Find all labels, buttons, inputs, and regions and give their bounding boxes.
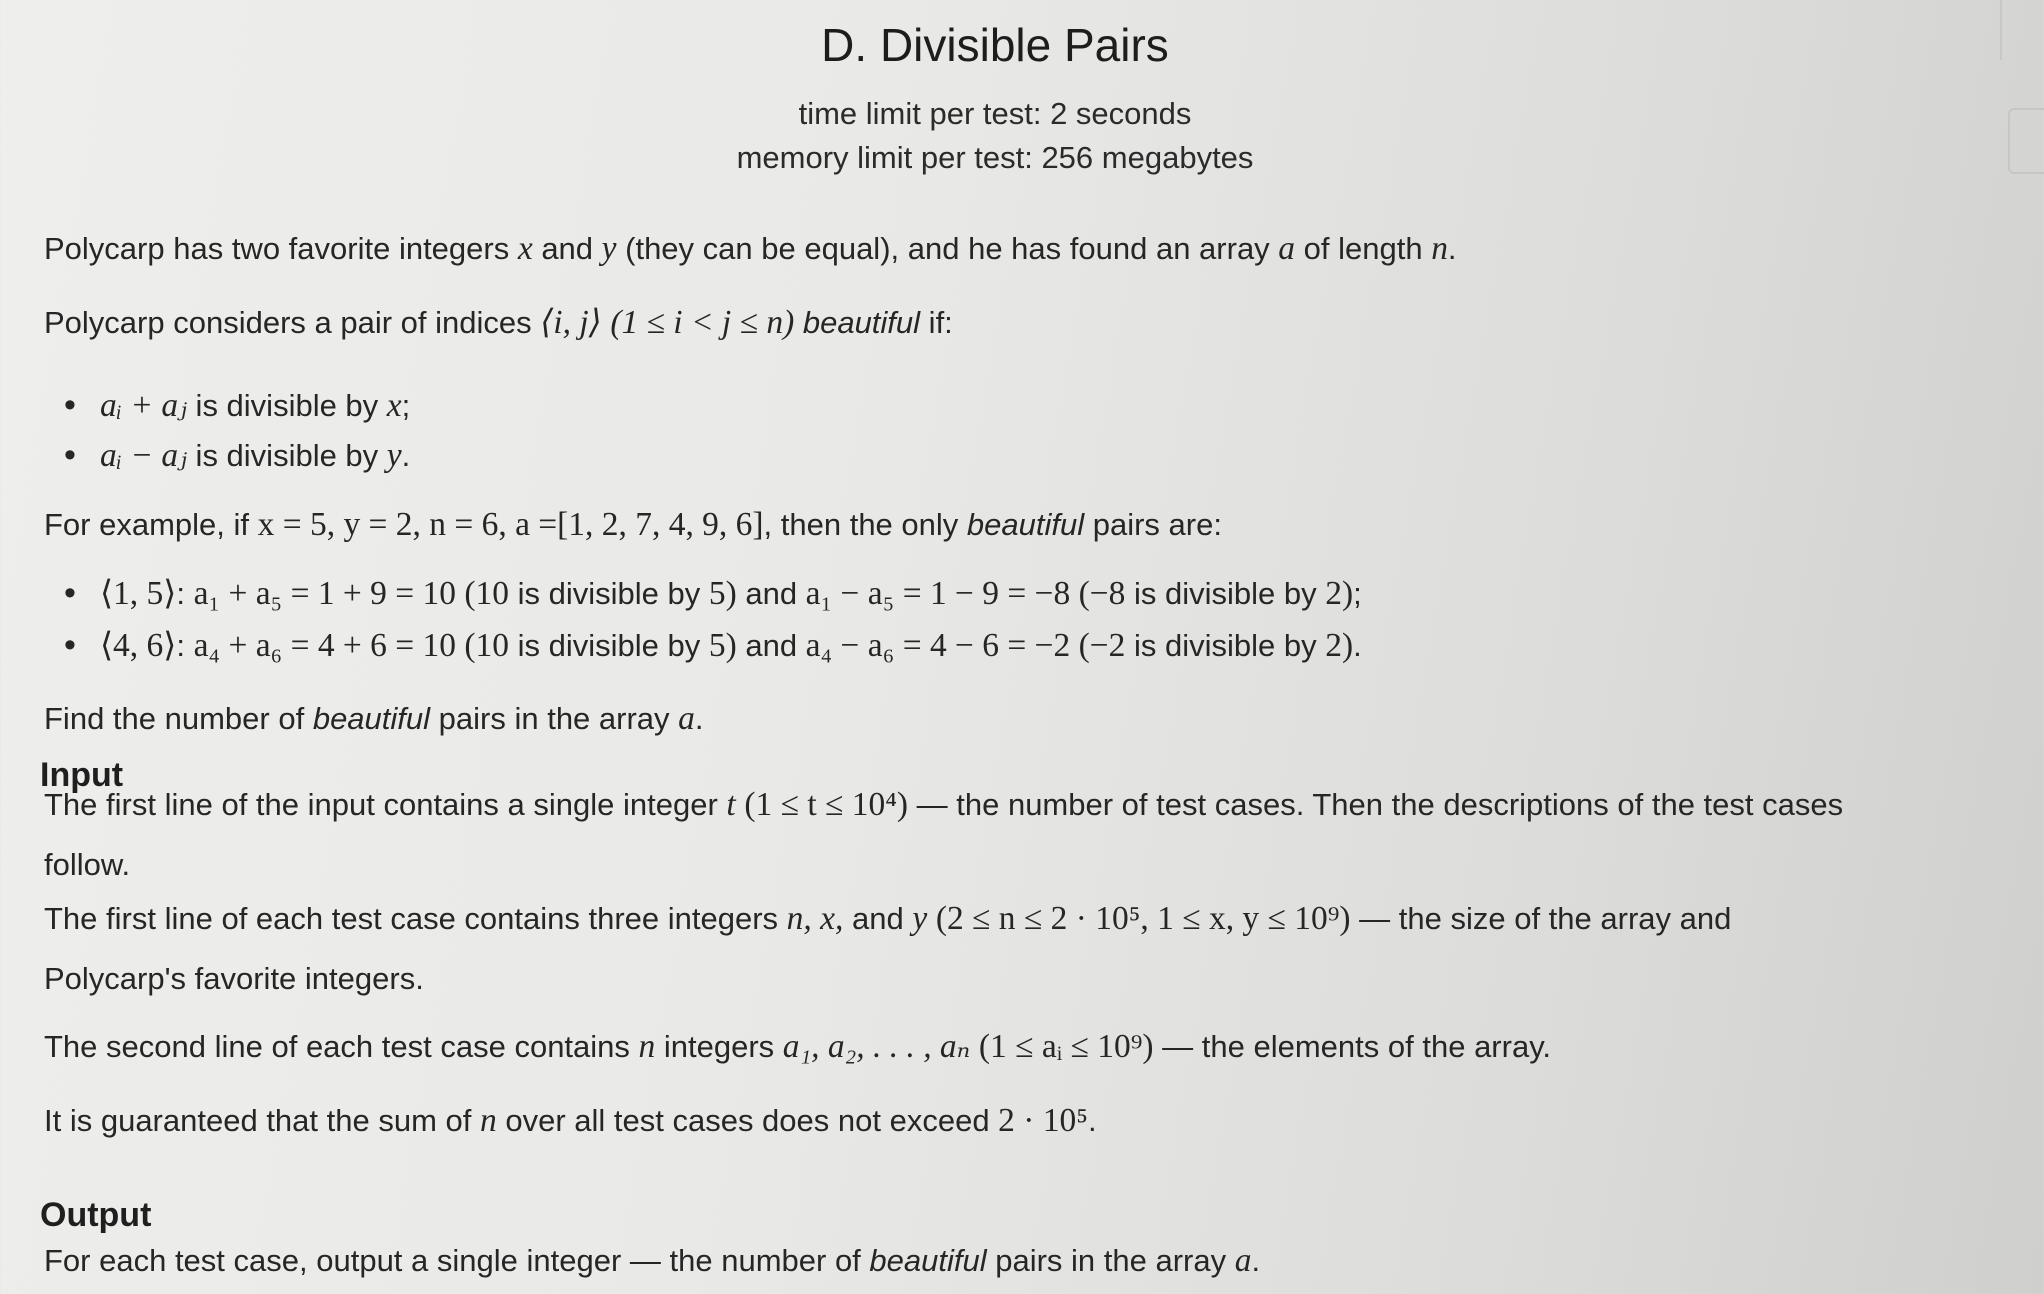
time-limit: time limit per test: 2 seconds (798, 96, 1192, 131)
input-paragraph-first-line: The first line of each test case contains three integers n, x, and y (2 ≤ n ≤ 2 · 10⁵, 1 ≤ x, y ≤ 10⁹) — the size of the array and (44, 900, 1732, 937)
condition-sum-item: • aᵢ + aⱼ is divisible by x; (64, 380, 1964, 431)
statement-paragraph-favorites: Polycarp has two favorite integers x and y (they can be equal), and he has found an array a of length n. (44, 230, 1457, 267)
input-paragraph-guarantee: It is guaranteed that the sum of n over all test cases does not exceed 2 · 10⁵. (44, 1102, 1097, 1139)
memory-limit: memory limit per test: 256 megabytes (736, 140, 1254, 175)
bullet-dot: • (64, 436, 76, 474)
input-paragraph-first-line-cont: Polycarp's favorite integers. (44, 961, 424, 996)
bullet-dot: • (64, 386, 76, 424)
input-paragraph-second-line: The second line of each test case contains n integers a₁, a₂, . . . , aₙ (1 ≤ aᵢ ≤ 10⁹) — the elements of the array. (44, 1028, 1552, 1065)
sidebar-edge-divider (2000, 0, 2002, 60)
bullet-dot: • (64, 626, 76, 664)
input-paragraph-test-count: The first line of the input contains a single integer t (1 ≤ t ≤ 10⁴) — the number of test cases. Then the descriptions of the test cases (44, 786, 1844, 823)
bullet-dot: • (64, 574, 76, 612)
statement-paragraph-beautiful-definition: Polycarp considers a pair of indices ⟨i, j⟩ (1 ≤ i < j ≤ n) beautiful if: (44, 304, 953, 341)
condition-difference-item: • aᵢ − aⱼ is divisible by y. (64, 430, 1964, 481)
example-pair-item: • ⟨4, 6⟩: a₄ + a₆ = 4 + 6 = 10 (10 is divisible by 5) and a₄ − a₆ = 4 − 6 = −2 (−2 is divisible by 2). (64, 620, 1964, 671)
statement-paragraph-task: Find the number of beautiful pairs in the array a. (44, 700, 704, 737)
input-heading: Input (40, 756, 124, 794)
sidebar-panel-edge (2008, 108, 2044, 174)
statement-paragraph-example: For example, if x = 5, y = 2, n = 6, a =[1, 2, 7, 4, 9, 6], then the only beautiful pairs are: (44, 506, 1222, 543)
example-pair-item: • ⟨1, 5⟩: a₁ + a₅ = 1 + 9 = 10 (10 is divisible by 5) and a₁ − a₅ = 1 − 9 = −8 (−8 is divisible by 2); (64, 568, 1964, 619)
output-paragraph: For each test case, output a single integer — the number of beautiful pairs in the array a. (44, 1242, 1261, 1279)
input-paragraph-test-count-cont: follow. (44, 847, 131, 882)
problem-title: D. Divisible Pairs (821, 19, 1169, 71)
output-heading: Output (40, 1196, 152, 1234)
